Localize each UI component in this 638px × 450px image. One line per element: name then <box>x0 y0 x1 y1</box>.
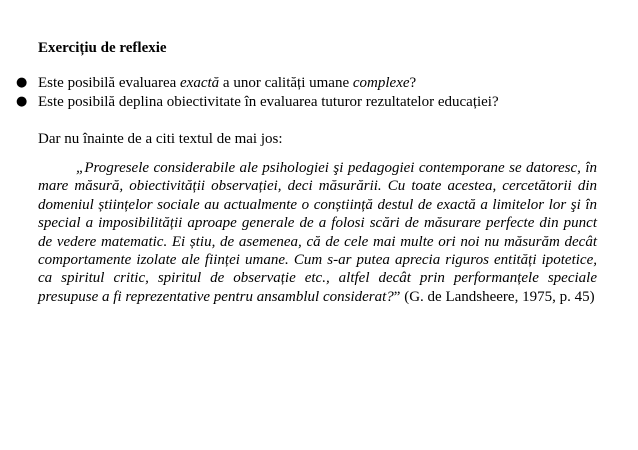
question-item <box>14 74 499 93</box>
question-text: Este posibilă deplina obiectivitate în evaluarea tuturor rezultatelor educației? <box>38 94 499 110</box>
bullet-icon: ● <box>16 94 28 109</box>
question-text-part: ? <box>409 75 417 91</box>
question-text-part: a unor calități umane <box>219 75 353 91</box>
emphasis-exact: exactă <box>180 75 220 91</box>
quotation-citation: ” (G. de Landsheere, 1975, p. 45) <box>393 288 595 305</box>
bullet-icon: ● <box>16 75 28 90</box>
intro-paragraph: Dar nu înainte de a citi textul de mai jos: <box>38 131 283 147</box>
quotation-text: „Progresele considerabile ale psihologiei şi pedagogiei contemporane se datoresc, în mare măsură, obiectivității observației, deci măsurării. Cu toate acestea, cercetătorii din domeniul științelor sociale au actualmente o conștiință destul de exactă a limitelor lor şi în special a imposibilității aproape generale de a folosi scări de măsurare perfecte din punct de vedere matematic. Ei știu, de asemenea, că de cele mai multe ori noi nu măsurăm decât comportamente izolate ale ființei umane. Cum s-ar putea aprecia riguros entități ipotetice, ca spiritul critic, spiritul de observație etc., altfel decât prin performanțele speciale presupuse a fi reprezentative pentru ansamblul considerat? <box>38 160 597 305</box>
question-item <box>14 93 499 112</box>
quotation-paragraph <box>38 159 597 306</box>
emphasis-complex: complexe <box>352 75 410 91</box>
question-list <box>14 74 499 112</box>
exercise-heading: Exercițiu de reflexie <box>38 40 167 56</box>
question-text-part: Este posibilă evaluarea <box>38 75 181 91</box>
